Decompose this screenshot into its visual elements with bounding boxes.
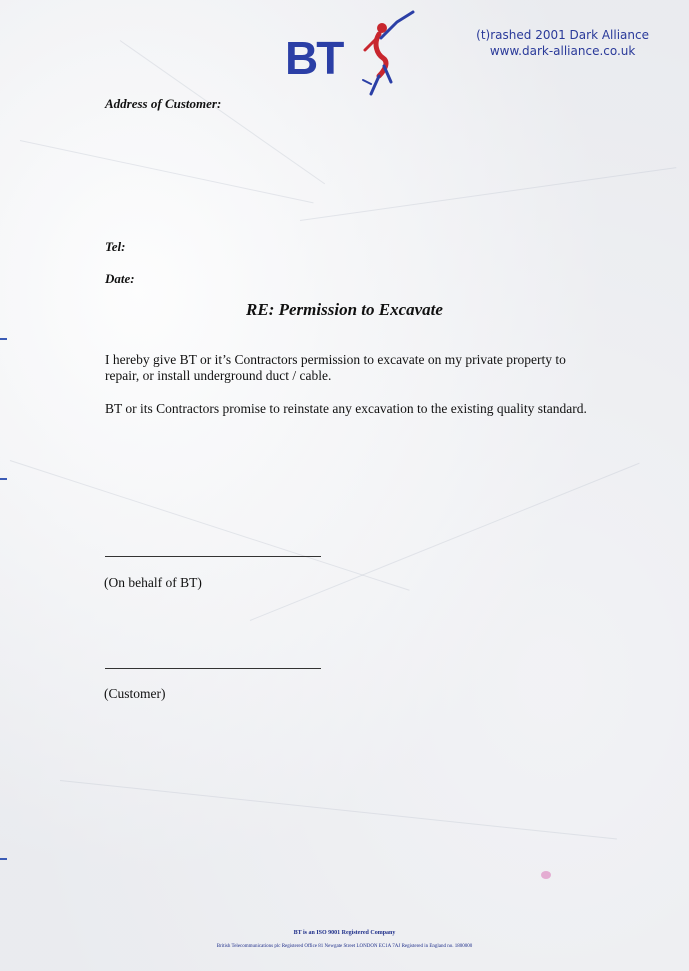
paper-crease — [250, 463, 640, 621]
bt-signature-label: (On behalf of BT) — [104, 575, 202, 590]
watermark — [476, 27, 649, 59]
customer-signature-line — [105, 668, 321, 669]
paper-crease — [20, 140, 314, 203]
paper-crease — [10, 460, 410, 591]
footer-iso-line: BT is an ISO 9001 Registered Company — [293, 930, 396, 936]
paper-crease — [60, 780, 617, 840]
bt-logo-text: BT — [285, 32, 343, 84]
permission-paragraph: I hereby give BT or it’s Contractors permission to excavate on my private property to repair, or install underground duct / cable. — [105, 352, 566, 383]
watermark-line2: www.dark-alliance.co.uk — [489, 44, 636, 58]
customer-signature-label: (Customer) — [104, 686, 166, 701]
paper-crease — [300, 167, 676, 221]
tel-label: Tel: — [105, 239, 126, 254]
bt-logo-icon — [285, 10, 415, 100]
edge-mark — [0, 858, 7, 860]
edge-mark — [0, 338, 7, 340]
reinstate-paragraph: BT or its Contractors promise to reinstate any excavation to the existing quality standard. — [105, 401, 587, 416]
footer-registration-line: British Telecommunications plc Registered Office 81 Newgate Street LONDON EC1A 7AJ Registered in England no. 1800000 — [216, 944, 473, 949]
piper-figure-icon — [363, 12, 413, 94]
document-title: RE: Permission to Excavate — [246, 300, 443, 319]
ink-stain — [541, 871, 551, 879]
bt-logo — [285, 10, 415, 105]
edge-mark — [0, 478, 7, 480]
date-label: Date: — [105, 271, 135, 286]
address-label: Address of Customer: — [105, 96, 222, 111]
watermark-line1: (t)rashed 2001 Dark Alliance — [476, 28, 649, 42]
bt-signature-line — [105, 556, 321, 557]
